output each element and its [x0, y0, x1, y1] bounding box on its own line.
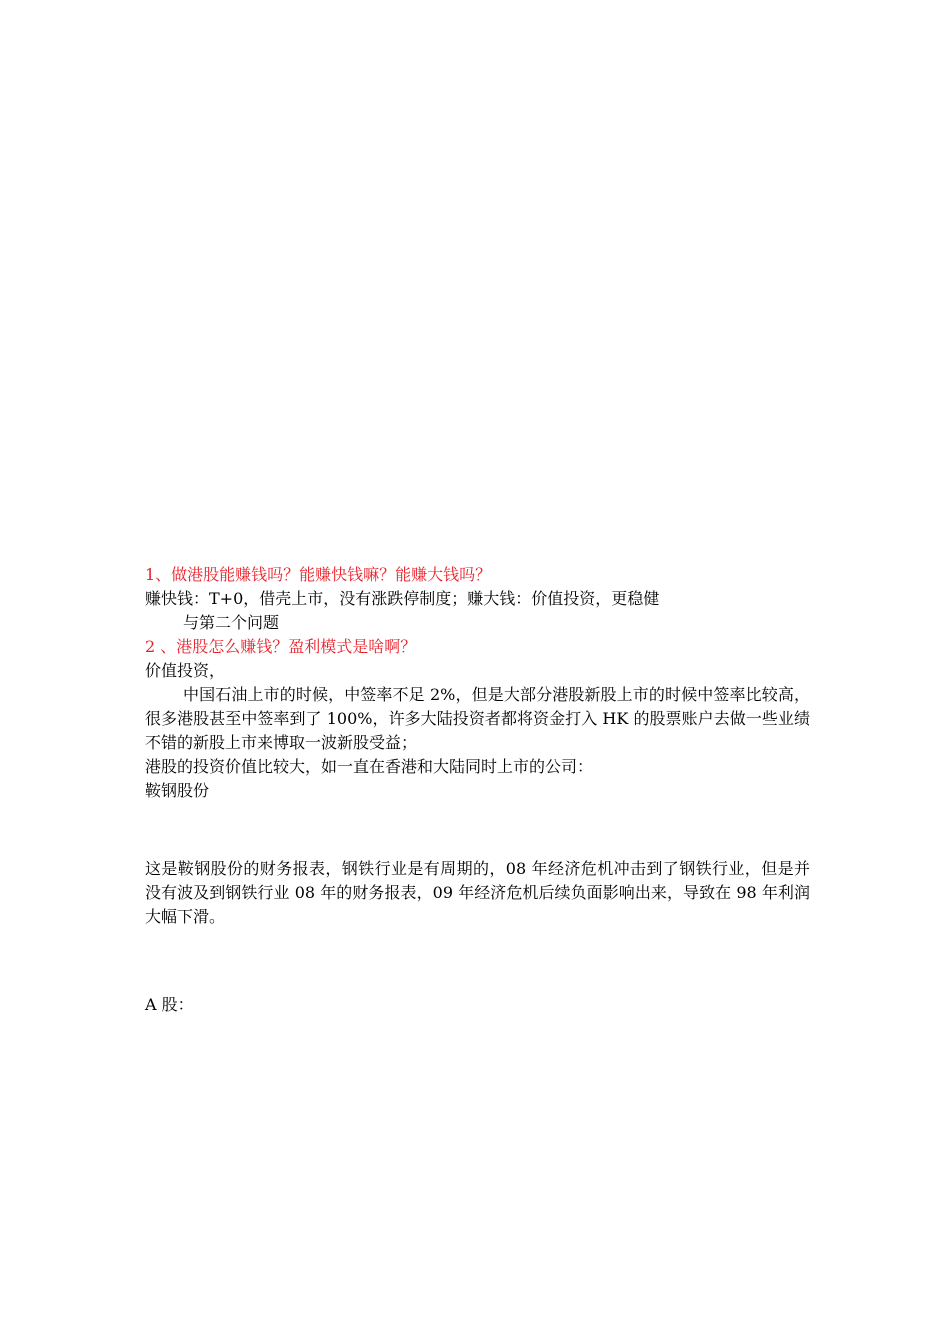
ipo-paragraph: 中国石油上市的时候，中签率不足 2%，但是大部分港股新股上市的时候中签率比较高，很多港股甚至中签率到了 100%，许多大陆投资者都将资金打入 HK 的股票账户去做一些业绩不错的新股上市来博取一波新股受益；: [145, 685, 810, 752]
question-1-heading: 1、做港股能赚钱吗？能赚快钱嘛？能赚大钱吗？: [145, 565, 492, 584]
financial-paragraph: 这是鞍钢股份的财务报表，钢铁行业是有周期的，08 年经济危机冲击到了钢铁行业，但是并没有波及到钢铁行业 08 年的财务报表，09 年经济危机后续负面影响出来，导致在 98 年利润大幅下滑。: [145, 859, 810, 926]
spacer: [145, 983, 810, 993]
spacer: [145, 929, 810, 983]
spacer: [145, 803, 810, 857]
question-1-answer: 赚快钱：T+0，借壳上市，没有涨跌停制度；赚大钱：价值投资，更稳健: [145, 589, 660, 608]
company-name: 鞍钢股份: [145, 781, 210, 800]
value-sentence: 港股的投资价值比较大，如一直在香港和大陆同时上市的公司：: [145, 757, 594, 776]
question-2-heading: 2 、港股怎么赚钱？盈利模式是啥啊？: [145, 637, 417, 656]
a-share-label: A 股：: [145, 995, 194, 1014]
question-1-note: 与第二个问题: [183, 613, 280, 632]
document-body: [145, 563, 810, 1017]
question-2-answer-label: 价值投资，: [145, 661, 226, 680]
